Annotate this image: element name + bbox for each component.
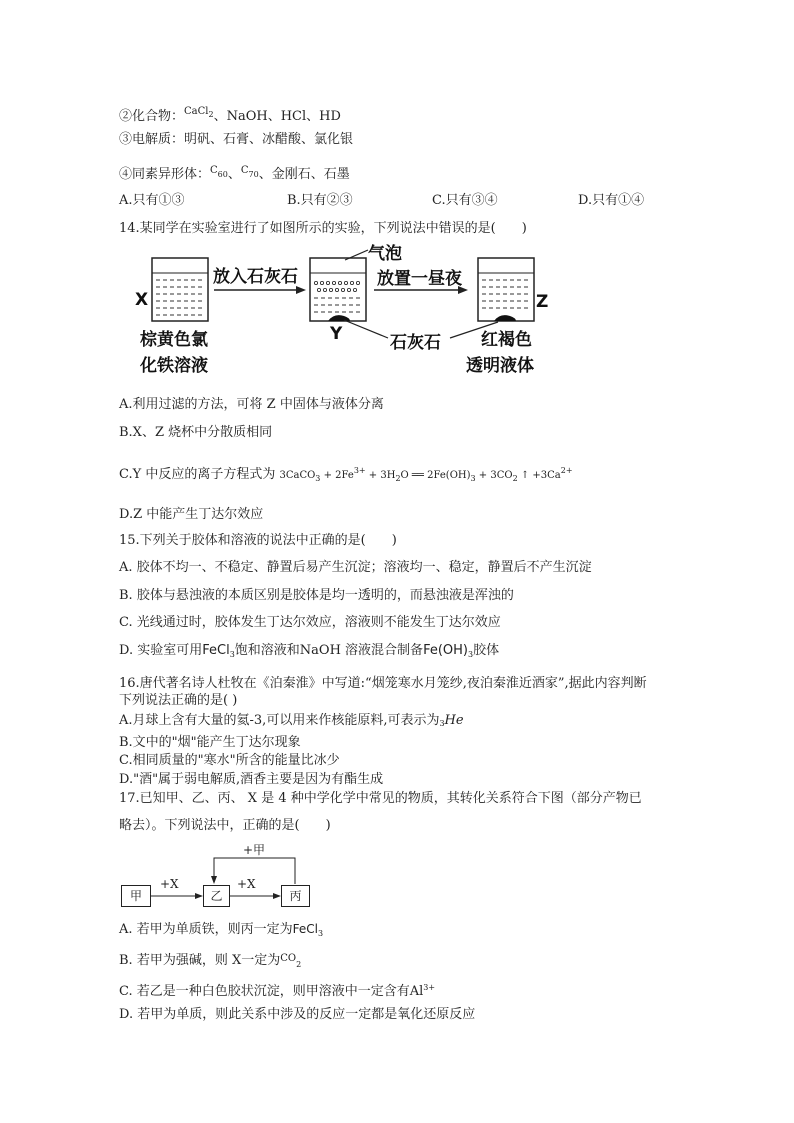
q17-option-a[interactable]: A. 若甲为单质铁，则丙一定为FeCl$_3$ (119, 922, 324, 938)
q17-arrow-label-1: +X (160, 877, 179, 891)
q13-item-4: ④同素异形体：$^C$60、$^C$70、金刚石、石墨 (119, 165, 350, 182)
caption-z-line-1: 红褐色 (481, 330, 532, 350)
label-y: Y (330, 324, 343, 344)
q14-option-b[interactable]: B.X、Z 烧杯中分散质相同 (119, 425, 273, 440)
q15-stem: 15.下列关于胶体和溶液的说法中正确的是( ) (119, 533, 397, 548)
beaker-x (152, 258, 208, 321)
q16-option-d[interactable]: D."酒"属于弱电解质,酒香主要是因为有酯生成 (119, 772, 384, 787)
label-x: X (135, 290, 149, 310)
q14-stem: 14.某同学在实验室进行了如图所示的实验，下列说法中错误的是( ) (119, 221, 527, 236)
q14-arrow-1 (214, 286, 306, 294)
q13-option-c[interactable]: C.只有③④ (432, 193, 498, 208)
q13-option-a[interactable]: A.只有①③ (119, 193, 185, 208)
q16-stem-line-1: 16.唐代著名诗人杜牧在《泊秦淮》中写道:“烟笼寒水月笼纱,夜泊秦淮近酒家”,据此内容判断 (119, 676, 647, 691)
caption-z-line-2: 透明液体 (466, 356, 534, 376)
limestone-pointer-y (344, 320, 388, 338)
q17-box-jia: 甲 (121, 885, 151, 907)
q13-item-2: ②化合物：$^{CaCl2}$、NaOH、HCl、HD (119, 106, 341, 124)
q16-stem-line-2: 下列说法正确的是( ) (119, 693, 238, 708)
q14-option-a[interactable]: A.利用过滤的方法，可将 Z 中固体与液体分离 (119, 397, 384, 412)
q16-option-c[interactable]: C.相同质量的"寒水"所含的能量比冰少 (119, 753, 340, 768)
q14-option-c[interactable]: C.Y 中反应的离子方程式为 3CaCO$_3$ + $2Fe^{3+} + 3H_2O$ ══ $2Fe(OH)_3 + 3CO_2$ ↑ $+3Ca^{2+}$ (119, 466, 573, 483)
q17-box-bing: 丙 (281, 885, 310, 907)
q17-stem-line-2: 略去）。下列说法中，正确的是( ) (119, 818, 331, 833)
q17-option-c[interactable]: C. 若乙是一种白色胶状沉淀，则甲溶液中一定含有$Al^{3+}$ (119, 983, 436, 999)
q13-option-b[interactable]: B.只有②③ (287, 193, 353, 208)
q15-option-b[interactable]: B. 胶体与悬浊液的本质区别是胶体是均一透明的，而悬浊液是浑浊的 (119, 588, 514, 603)
q13-option-d[interactable]: D.只有①④ (578, 193, 645, 208)
q15-option-c[interactable]: C. 光线通过时，胶体发生丁达尔效应，溶液则不能发生丁达尔效应 (119, 615, 501, 630)
label-z: Z (536, 292, 549, 312)
q15-option-d[interactable]: D. 实验室可用FeCl$_3$饱和溶液和NaOH 溶液混合制备$Fe(OH)_3$胶体 (119, 643, 500, 659)
q16-option-a[interactable]: A.月球上含有大量的氦-3,可以用来作核能原料,可表示为$_3$He (119, 713, 464, 728)
arrow-label-stand-overnight: 放置一昼夜 (377, 269, 462, 289)
q13-item-3: ③电解质：明矾、石膏、冰醋酸、氯化银 (119, 132, 354, 147)
q17-option-d[interactable]: D. 若甲为单质，则此关系中涉及的反应一定都是氧化还原反应 (119, 1007, 476, 1022)
beaker-y (310, 258, 366, 321)
q17-option-b[interactable]: B. 若甲为强碱，则 X一定为$^{CO}_2$ (119, 953, 302, 969)
arrow-label-add-limestone: 放入石灰石 (213, 267, 298, 287)
q17-feedback-label: +甲 (243, 843, 266, 857)
caption-x-line-2: 化铁溶液 (140, 356, 208, 376)
label-limestone: 石灰石 (390, 333, 441, 353)
q17-stem-line-1: 17.已知甲、乙、丙、 X 是 4 种中学化学中常见的物质，其转化关系符合下图（部分产物已 (119, 791, 642, 806)
caption-x-line-1: 棕黄色氯 (140, 330, 208, 350)
q17-arrow-label-2: +X (237, 877, 256, 891)
q14-option-d[interactable]: D.Z 中能产生丁达尔效应 (119, 507, 264, 522)
beaker-z (478, 258, 534, 321)
q17-box-yi: 乙 (203, 885, 230, 907)
q15-option-a[interactable]: A. 胶体不均一、不稳定、静置后易产生沉淀；溶液均一、稳定，静置后不产生沉淀 (119, 560, 592, 575)
q16-option-b[interactable]: B.文中的"烟"能产生丁达尔现象 (119, 735, 301, 750)
label-bubbles: 气泡 (368, 244, 402, 264)
